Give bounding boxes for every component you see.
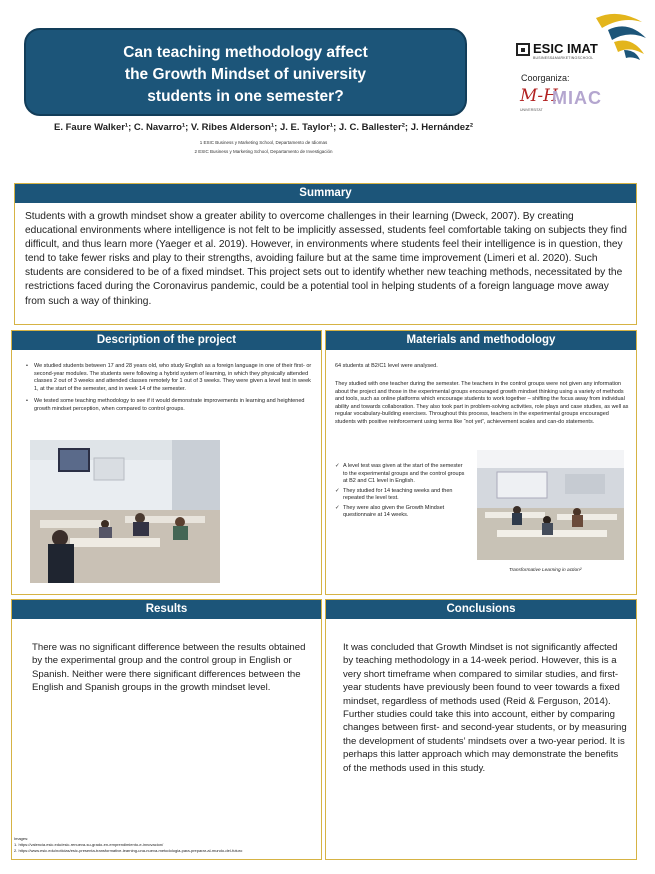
affiliation-1: 1 ESIC Business y Marketing School, Departamento de Idiomas (199, 140, 328, 145)
materials-body: They studied with one teacher during the semester. The teachers in the control groups were not given any information about the project and those in the experimental groups encouraged growth mindset thinking using a variety of methods and tools, such as online platforms which encourage students to work together – shifting the focus away from individual ability and towards collaboration. They also took part in problem-solving activities, role plays and case studies, as well as regular vocabulary-building exercises. Throughout this process, teachers in the experimental groups encouraged students with positive reinforcement using terms like “not yet”, achievement scales and can-do statements. (335, 381, 629, 425)
materials-caption: Transformative Learning in action² (509, 568, 582, 573)
esic-logo-subtext: BUSINESS&MARKETINGSCHOOL (533, 56, 594, 60)
reference-1: 1. https://valencia.esic.edu/esic-renueva-su-grado-en-emprendimiento-e-innovacion/ (14, 842, 164, 847)
materials-check-3: ✓ They were also given the Growth Mindset questionnaire at 14 weeks. (335, 505, 467, 520)
transformative-learning-photo (477, 450, 624, 560)
coorganiza-label: Coorganiza: (521, 73, 570, 83)
authors-line: E. Faure Walker¹; C. Navarro¹; V. Ribes Alderson¹; J. E. Taylor¹; J. C. Ballester²; J. Hernández² (54, 122, 473, 133)
results-panel (11, 599, 322, 860)
description-panel (11, 330, 322, 595)
summary-panel (14, 183, 637, 325)
materials-check-1: ✓ A level test was given at the start of the semester to the experimental groups and the control groups at B2 and C1 level in English. (335, 463, 467, 486)
mh-logo: M-H (520, 86, 558, 106)
image-references (14, 836, 242, 854)
materials-checklist (335, 463, 467, 522)
esic-square-icon (516, 43, 530, 56)
reference-2: 2. https://www.esic.edu/noticias/esic-presenta-transformative-learning-una-nueva-metodologia-para-preparar-al-mundo-del-futuro (14, 848, 243, 853)
results-text: There was no significant difference between the results obtained by the experimental group and the control group in English or Spanish. Neither were there significant differences between the English and Spanish groups in the growth mindset level. (32, 642, 306, 694)
description-bullet-1: • We studied students between 17 and 28 years old, who study English as a foreign language in one of their first- or second-year modules. The students were following a hybrid system of learning, in which they physically attended classes 2 out of 3 weeks and attended classes remotely for 1 out of 3 weeks. They were given a level test in week 1, at the start of the semester, and in week 14 of the semester. (24, 363, 313, 393)
title-line-3: students in one semester? (147, 88, 344, 105)
conclusions-text: It was concluded that Growth Mindset is not significantly affected by teaching methodology in a 14-week period. However, this is a very short timeframe when compared to similar studies, and first-year students have previously been found to veer towards a fixed mindset, regardless of methods used (Reid & Ferguson, 2014). Further studies could take this into account, either by comparing changes between first- and second-year students, or by measuring the development of students’ mindsets over a two-year period. It is perhaps this latter approach which may demonstrate the benefits of the methods used in this study. (343, 642, 627, 774)
results-heading: Results (12, 600, 321, 619)
description-bullets (12, 350, 321, 413)
materials-intro: 64 students at B2/C1 level were analysed. (335, 363, 438, 369)
description-heading: Description of the project (12, 331, 321, 350)
materials-heading: Materials and methodology (326, 331, 636, 350)
affiliation-2: 2 ESIC Business y Marketing School, Departamento de Investigación (194, 149, 333, 154)
miac-logo: MIAC (552, 88, 602, 108)
summary-text: Students with a growth mindset show a greater ability to overcome challenges in their learning (Dweck, 2007). By creating educational environments where intelligence is not felt to be implicitly assessed, students feel comfortable taking on subjects they find difficult, and thus learn more (Yaeger et al. 2019). However, in environments where students feel their intelligence is in question, they tend to take fewer risks and play to their strengths, avoiding failure but at the same time improvement (Limeri et al. 2020). Such students are considered to be of a fixed mindset. This project sets out to identify whether new teaching methods, necessitated by the restrictions faced during the Coronavirus pandemic, could be a potential tool in helping students of a foreign language move away from such a way of thinking. (25, 211, 627, 307)
classroom-photo (30, 440, 220, 583)
materials-panel (325, 330, 637, 595)
logos-area (516, 10, 650, 120)
conclusions-panel (325, 599, 637, 860)
mh-logo-subtext: UNIVERSITAT (520, 108, 543, 112)
summary-heading: Summary (15, 184, 636, 203)
conclusions-heading: Conclusions (326, 600, 636, 619)
description-bullet-2: • We tested some teaching methodology to see if it would demonstrate improvements in learning and heightened growth mindset perception, when compared to control groups. (24, 398, 313, 413)
materials-check-2: ✓ They studied for 14 teaching weeks and then repeated the level test. (335, 488, 467, 503)
references-label: Images: (14, 836, 29, 841)
title-line-1: Can teaching methodology affect (123, 44, 368, 61)
title-line-2: the Growth Mindset of university (124, 66, 367, 83)
esic-logo-text: ESIC IMAT (533, 41, 598, 56)
poster-title-box (24, 28, 467, 116)
